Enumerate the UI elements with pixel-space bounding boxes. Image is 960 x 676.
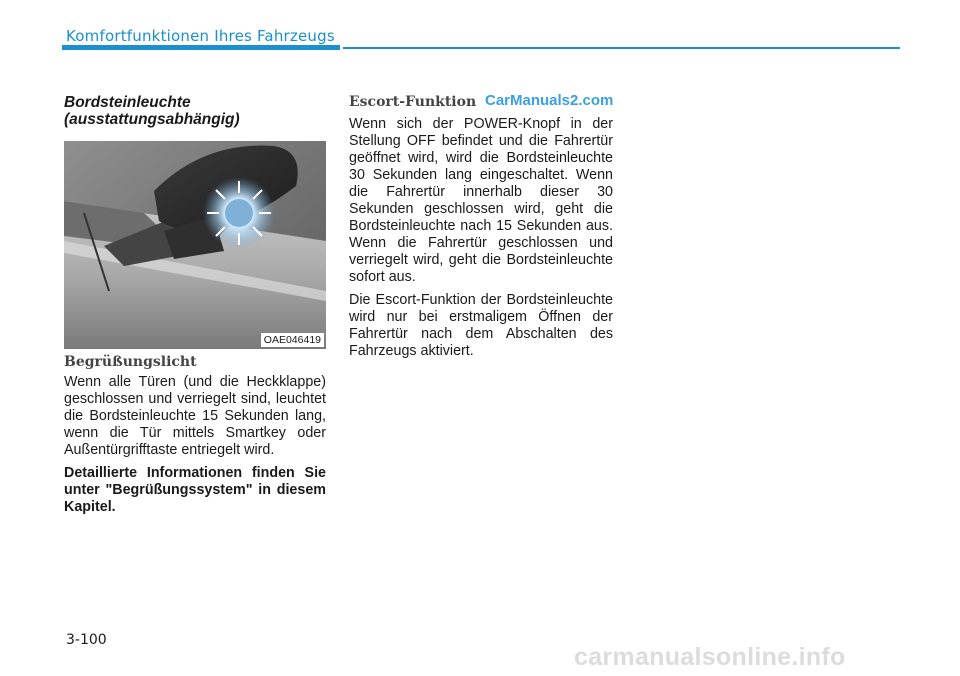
paragraph-reference: Detaillierte Informationen finden Sie unter "Begrüßungssystem" in diesem Kapitel.: [64, 465, 326, 515]
figure-code: OAE046419: [261, 333, 324, 347]
subheading-begruessungslicht: Begrüßungslicht: [64, 354, 197, 370]
right-column: [349, 94, 613, 360]
header-title: Komfortfunktionen Ihres Fahrzeugs: [66, 27, 335, 45]
left-column: [64, 94, 326, 128]
paragraph-escort-1: Wenn sich der POWER-Knopf in der Stellung OFF befindet und die Fahrertür geöffnet wird, wird die Bordsteinleuchte 30 Sekunden lang eingeschaltet. Wenn die Fahrertür innerhalb dieser 30 Sekunden geschlossen wird, geht die Bordsteinleuchte nach 15 Sekunden aus. Wenn die Fahrertür geschlossen und verriegelt wird, geht die Bordsteinleuchte sofort aus.: [349, 116, 613, 285]
paragraph-begruessungslicht: Wenn alle Türen (und die Heckklappe) geschlossen und verriegelt sind, leuchtet die Bordsteinleuchte 15 Sekunden lang, wenn die Tür mittels Smartkey oder Außentürgrifftaste entriegelt wird.: [64, 374, 326, 458]
header-rule-thin: [343, 47, 900, 49]
header-rule-thick: [62, 45, 340, 50]
side-mirror-puddle-lamp-image: [64, 141, 326, 349]
watermark-carmanuals2: CarManuals2.com: [485, 92, 614, 109]
mirror-illustration: [64, 141, 326, 349]
left-column-text: [64, 354, 326, 516]
watermark-carmanualsonline: carmanualsonline.info: [574, 643, 846, 671]
section-heading-bordsteinleuchte: Bordsteinleuchte (ausstattungsabhängig): [64, 94, 240, 128]
section-heading-escort: Escort-Funktion: [349, 94, 477, 110]
page-number: 3-100: [66, 632, 107, 648]
paragraph-escort-2: Die Escort-Funktion der Bordsteinleuchte wird nur bei erstmaligem Öffnen der Fahrertür nach dem Abschalten des Fahrzeugs aktiviert.: [349, 292, 613, 359]
